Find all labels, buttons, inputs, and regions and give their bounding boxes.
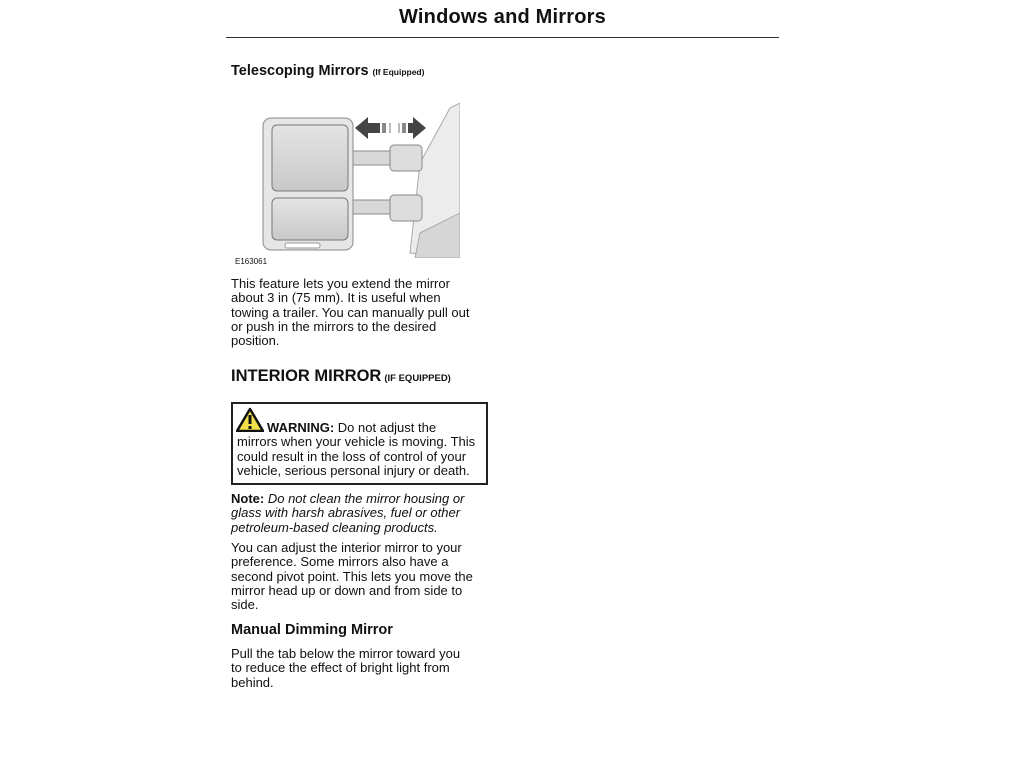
text-line: to reduce the effect of bright light from xyxy=(231,660,450,676)
section-heading-interior xyxy=(231,367,451,386)
heading-text: INTERIOR MIRROR xyxy=(231,367,382,385)
text-line: could result in the loss of control of your xyxy=(237,448,467,464)
text-line: behind. xyxy=(231,674,274,690)
section-heading-telescoping xyxy=(231,63,424,79)
arrow-left-icon xyxy=(355,117,380,139)
heading-qualifier: (If Equipped) xyxy=(372,67,425,77)
text-line: Do not clean the mirror housing or xyxy=(267,491,465,506)
text-line: preference. Some mirrors also have a xyxy=(231,554,449,570)
arrow-right-icon xyxy=(408,117,426,139)
dimming-paragraph xyxy=(231,647,501,690)
warning-first-line xyxy=(267,421,436,435)
section-heading-dimming: Manual Dimming Mirror xyxy=(231,622,393,638)
note-paragraph xyxy=(231,492,501,535)
heading-qualifier: (IF EQUIPPED) xyxy=(384,373,451,384)
text-line: petroleum-based cleaning products. xyxy=(231,519,438,535)
interior-paragraph xyxy=(231,541,501,612)
text-line: Do not adjust the xyxy=(337,420,437,435)
text-line: Pull the tab below the mirror toward you xyxy=(231,646,461,661)
telescoping-mirror-illustration xyxy=(260,103,460,258)
text-line: position. xyxy=(231,333,280,349)
warning-triangle-icon xyxy=(236,407,264,432)
figure-caption: E163061 xyxy=(235,257,268,266)
text-line: mirror head up or down and from side to xyxy=(231,582,463,598)
warning-label: WARNING: xyxy=(267,420,335,435)
text-line: second pivot point. This lets you move the xyxy=(231,568,473,584)
telescoping-paragraph xyxy=(231,277,501,348)
header-rule xyxy=(226,37,779,38)
text-line: about 3 in (75 mm). It is useful when xyxy=(231,290,441,306)
heading-text: Telescoping Mirrors xyxy=(231,63,369,79)
text-line: This feature lets you extend the mirror xyxy=(231,276,450,291)
text-line: side. xyxy=(231,597,259,613)
text-line: vehicle, serious personal injury or death. xyxy=(237,462,470,478)
page-title: Windows and Mirrors xyxy=(399,6,606,28)
text-line: or push in the mirrors to the desired xyxy=(231,318,437,334)
text-line: You can adjust the interior mirror to your xyxy=(231,540,462,555)
text-line: mirrors when your vehicle is moving. This xyxy=(237,434,476,450)
warning-box xyxy=(231,402,488,485)
text-line: glass with harsh abrasives, fuel or other xyxy=(231,505,461,521)
warning-text xyxy=(237,435,475,478)
text-line: towing a trailer. You can manually pull out xyxy=(231,304,470,320)
note-label: Note: xyxy=(231,491,265,506)
